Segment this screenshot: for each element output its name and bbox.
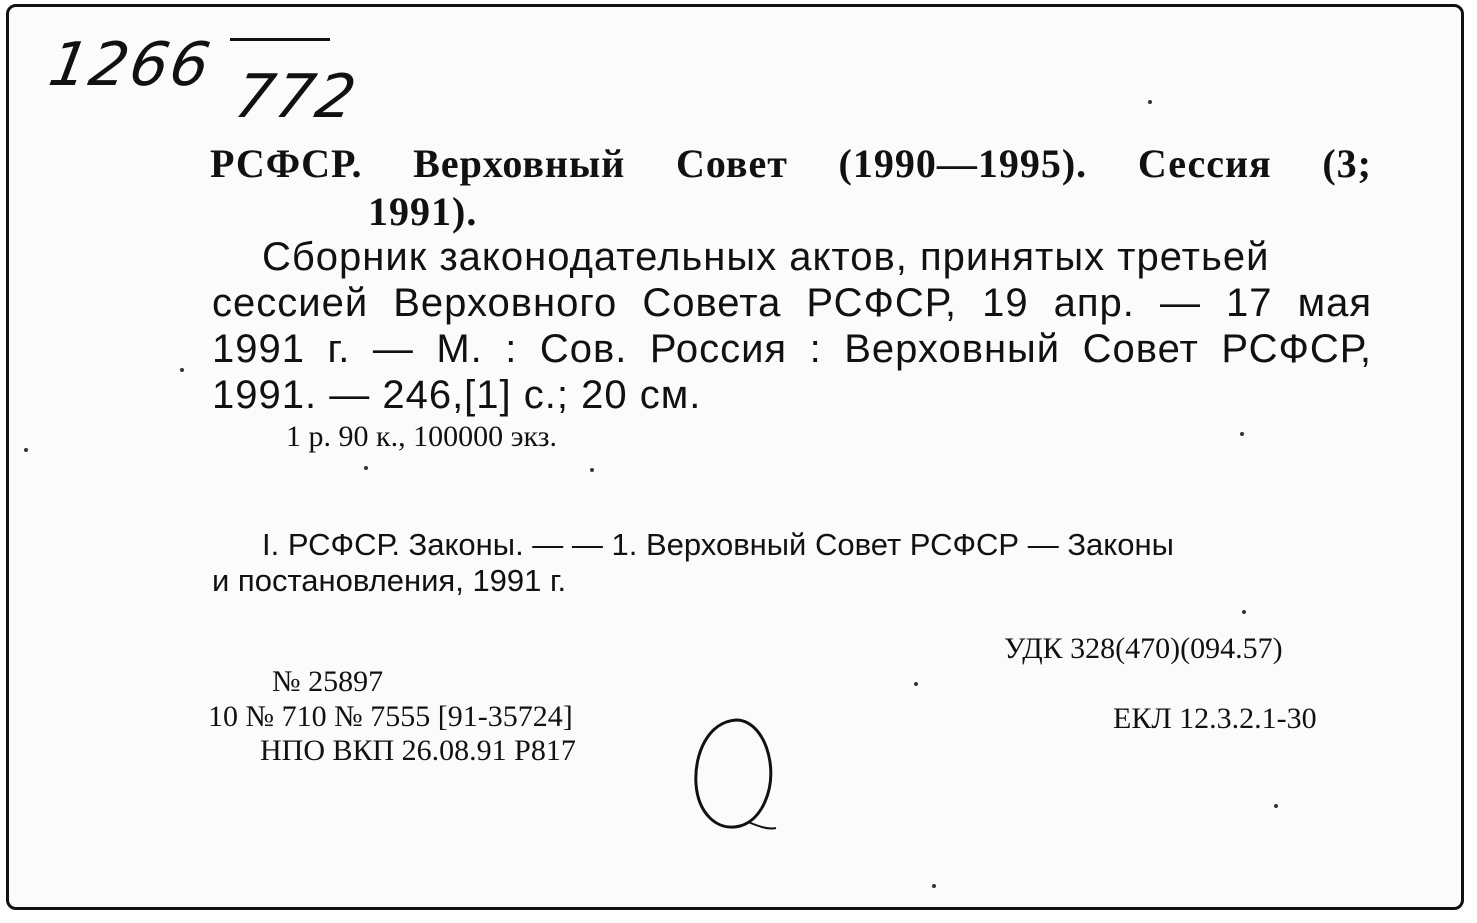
card-heading: РСФСР. Верховный Совет (1990—1995). Сессия (3; (210, 141, 1372, 186)
description-line-2: сессией Верховного Совета РСФСР, 19 апр. — 17 мая (212, 281, 1372, 325)
description-line-4: 1991. — 246,[1] с.; 20 см. (212, 373, 702, 417)
subject-line-2: и постановления, 1991 г. (212, 563, 567, 598)
handwritten-top-number: 1266 (43, 30, 217, 100)
scan-speck (932, 884, 936, 888)
scan-speck (180, 368, 184, 372)
handwritten-overline (230, 38, 330, 41)
subject-line-1: I. РСФСР. Законы. — — 1. Верховный Совет РСФСР — Законы (262, 527, 1174, 562)
udk-code: УДК 328(470)(094.57) (1004, 632, 1283, 665)
price-circulation: 1 р. 90 к., 100000 экз. (286, 420, 557, 453)
scan-speck (1240, 432, 1244, 436)
scan-speck (24, 448, 28, 452)
card-number: № 25897 (272, 665, 384, 698)
ekl-code: ЕКЛ 12.3.2.1-30 (1113, 702, 1317, 735)
card-heading-continuation: 1991). (368, 189, 478, 234)
scan-speck (364, 466, 368, 470)
handwritten-top-subnumber: 772 (229, 62, 363, 132)
scan-speck (590, 468, 594, 472)
description-line-3: 1991 г. — М. : Сов. Россия : Верховный Совет РСФСР, (212, 327, 1372, 371)
npo-line: НПО ВКП 26.08.91 Р817 (260, 734, 576, 767)
hand-drawn-oval-icon (688, 714, 778, 839)
scan-speck (914, 682, 918, 686)
scan-speck (1148, 100, 1152, 104)
order-line: 10 № 710 № 7555 [91-35724] (208, 700, 573, 733)
description-line-1: Сборник законодательных актов, принятых третьей (262, 235, 1270, 279)
scan-speck (1274, 804, 1278, 808)
scan-speck (1242, 610, 1246, 614)
